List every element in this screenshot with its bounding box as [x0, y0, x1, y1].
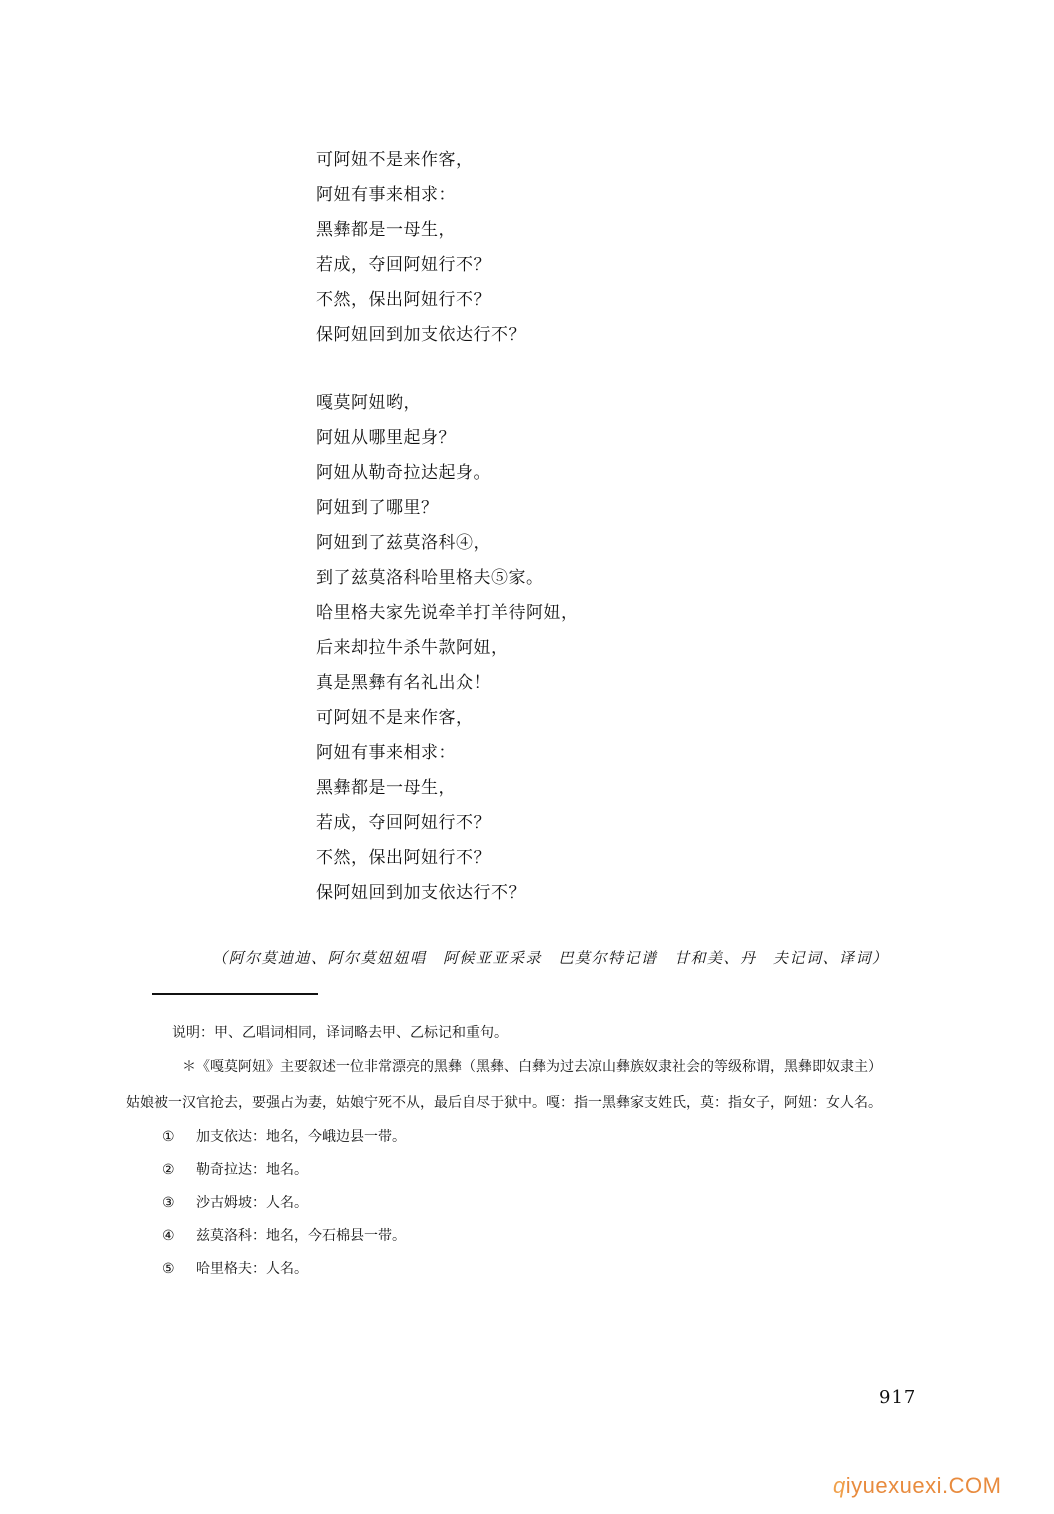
footnote-item: [162, 1159, 308, 1179]
performer-credits: （阿尔莫迪迪、阿尔莫妞妞唱 阿候亚亚采录 巴莫尔特记谱 甘和美、丹 夫记词、译词）: [212, 949, 889, 967]
lyrics-stanza-2: [316, 389, 579, 914]
lyric-line: 嘎莫阿妞哟，: [316, 393, 421, 413]
page-number: 917: [879, 1387, 917, 1408]
watermark-text: iyuexuexi.COM: [845, 1473, 1002, 1498]
explanation-note: 说明：甲、乙唱词相同，译词略去甲、乙标记和重句。: [172, 1025, 508, 1041]
footnote-marker: ①: [162, 1129, 175, 1145]
lyric-line: 黑彝都是一母生，: [316, 220, 456, 240]
lyric-line: 黑彝都是一母生，: [316, 778, 456, 798]
footnote-marker: ④: [162, 1228, 175, 1244]
lyric-line: 保阿妞回到加支依达行不？: [316, 883, 526, 903]
footnote-item: [162, 1126, 406, 1146]
lyric-line: 若成，夺回阿妞行不？: [316, 813, 491, 833]
lyric-line: 哈里格夫家先说牵羊打羊待阿妞，: [316, 603, 579, 623]
lyric-line: 到了兹莫洛科哈里格夫⑤家。: [316, 568, 544, 588]
lyrics-stanza-1: [316, 146, 526, 356]
footnote-text: 兹莫洛科：地名，今石棉县一带。: [196, 1228, 406, 1244]
footnote-text: 哈里格夫：人名。: [196, 1261, 308, 1277]
lyric-line: 阿妞到了兹莫洛科④，: [316, 533, 491, 553]
lyric-line: 若成，夺回阿妞行不？: [316, 255, 491, 275]
footnote-text: 沙古姆坡：人名。: [196, 1195, 308, 1211]
lyric-line: 真是黑彝有名礼出众！: [316, 673, 491, 693]
synopsis-note-line: ＊《嘎莫阿妞》主要叙述一位非常漂亮的黑彝（黑彝、白彝为过去凉山彝族奴隶社会的等级称谓，黑彝即奴隶主）: [182, 1059, 882, 1075]
footnote-marker: ③: [162, 1195, 175, 1211]
lyric-line: 阿妞有事来相求：: [316, 743, 456, 763]
lyric-line: 阿妞有事来相求：: [316, 185, 456, 205]
lyric-line: 可阿妞不是来作客，: [316, 150, 474, 170]
lyric-line: 保阿妞回到加支依达行不？: [316, 325, 526, 345]
footnote-item: [162, 1192, 308, 1212]
footnote-divider: [152, 993, 318, 995]
footnote-item: [162, 1258, 308, 1278]
lyric-line: 不然，保出阿妞行不？: [316, 290, 491, 310]
lyric-line: 阿妞从勒奇拉达起身。: [316, 463, 491, 483]
synopsis-note-line: 姑娘被一汉官抢去，要强占为妻，姑娘宁死不从，最后自尽于狱中。嘎：指一黑彝家支姓氏，莫：指女子，阿妞：女人名。: [126, 1095, 882, 1111]
lyric-line: 阿妞从哪里起身？: [316, 428, 456, 448]
footnote-marker: ②: [162, 1162, 175, 1178]
site-watermark: [833, 1473, 1001, 1499]
footnote-text: 勒奇拉达：地名。: [196, 1162, 308, 1178]
watermark-prefix: q: [833, 1473, 846, 1498]
footnote-marker: ⑤: [162, 1261, 175, 1277]
footnote-text: 加支依达：地名，今峨边县一带。: [196, 1129, 406, 1145]
lyric-line: 阿妞到了哪里？: [316, 498, 439, 518]
lyric-line: 不然，保出阿妞行不？: [316, 848, 491, 868]
lyric-line: 可阿妞不是来作客，: [316, 708, 474, 728]
footnote-item: [162, 1225, 406, 1245]
lyric-line: 后来却拉牛杀牛款阿妞，: [316, 638, 509, 658]
